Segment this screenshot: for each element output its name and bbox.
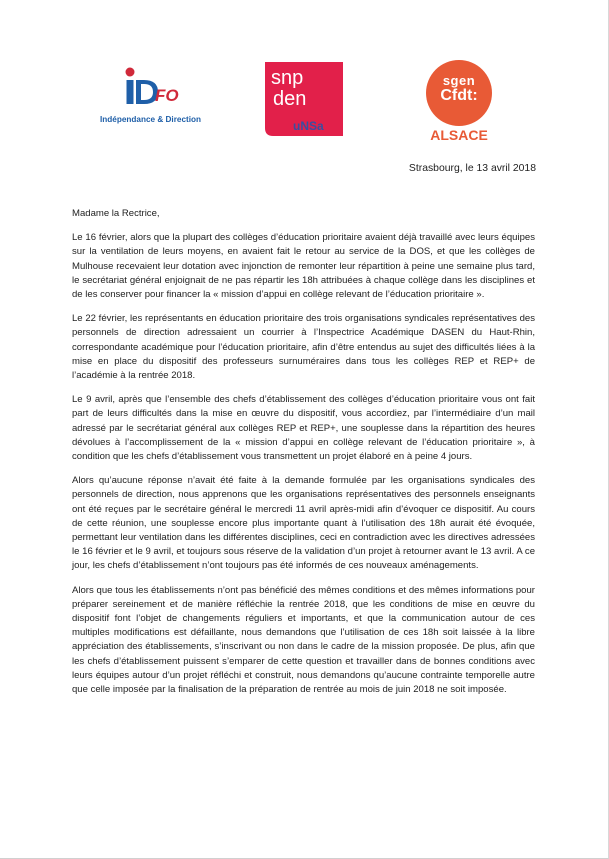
salutation: Madame la Rectrice, (72, 208, 160, 219)
cfdt-logo (420, 60, 504, 144)
paragraph-3: Le 9 avril, après que l’ensemble des chefs d’établissement des collèges d’éducation prioritaire vous ont fait part de leurs difficultés dans la mise en œuvre du dispositif, vous accordiez, par l’intermédiaire d’un mail adressé par le secrétariat général aux collèges REP et REP+, une souplesse dans la répartition des heures dévolues à l’accomplissement de la « mission d’appui en collège relevant de l’éducation prioritaire », à condition que les chefs d’établissement vous transmettent un projet élaboré en à peine 4 jours. (72, 394, 535, 463)
logo-header (0, 0, 609, 150)
paragraph-4: Alors qu’aucune réponse n’avait été faite à la demande formulée par les organisations syndicales des personnels de direction, nous apprenons que les organisations représentatives des personnels enseignants ont été reçues par le secrétaire général le mercredi 11 avril après-midi afin d’évoquer ce dispositif. Au cours de cette réunion, une souplesse encore plus importante quant à l’utilisation des 18h aurait été évoquée, permettant leur ventilation dans les différentes disciplines, ceci en contradiction avec les directives adressées le 16 février et le 9 avril, et toujours sous réserve de la validation d’un projet à retourner avant le 13 avril. A ce jour, les chefs d’établissement n’ont toujours pas été informés de ces nouveaux aménagements. (72, 475, 535, 572)
snp-line-2: den (273, 88, 307, 110)
snpden-logo (263, 60, 345, 138)
cfdt-region: ALSACE (430, 127, 488, 143)
letter-body (72, 207, 535, 707)
letter-date: Strasbourg, le 13 avril 2018 (408, 163, 536, 174)
cfdt-line-1: sgen (442, 73, 476, 88)
paragraph-2: Le 22 février, les représentants en éducation prioritaire des trois organisations syndicales représentatives des personnels de direction adressaient un courrier à l’Inspectrice Académique DASEN du Haut-Rhin, correspondante académique pour l’éducation prioritaire, afin d’être entendus au sujet des difficultés liées à la mise en place du dispositif des professeurs surnuméraires dans tous les collèges REP et REP+ de l’académie à la rentrée 2018. (72, 313, 535, 382)
snp-line-1: snp (271, 67, 304, 89)
snp-suffix: uNSa (293, 119, 324, 133)
fo-logo-mark (122, 66, 184, 112)
paragraph-1: Le 16 février, alors que la plupart des collèges d’éducation prioritaire avaient déjà travaillé avec leurs équipes sur la ventilation de leurs moyens, en avaient fait le retour au service de la DOS, et que les collèges de Mulhouse recevaient leur dotation avec injonction de remonter leur répartition à peine une semaine plus tard, le secrétariat général enjoignait de ne pas répartir les 18h attribuées à chaque collège dans les disciplines et de les conserver pour financer la « mission d’appui en collège relevant de l’éducation prioritaire ». (72, 232, 535, 301)
fo-logo (100, 66, 200, 128)
cfdt-line-2: Cfdt: (440, 87, 478, 104)
fo-caption: Indépendance & Direction (100, 115, 201, 124)
fo-letters: FO (155, 86, 179, 105)
paragraph-5: Alors que tous les établissements n’ont pas bénéficié des mêmes conditions et des mêmes informations pour préparer sereinement et de manière réfléchie la rentrée 2018, que les conditions de mise en œuvre du dispositif font l’objet de changements réguliers et importants, et que la communication autour de ces multiples modifications est défaillante, nous demandons que l’utilisation de ces 18h soit laissée à la libre appréciation des établissements, s’inscrivant ou non dans le cadre de la mission proposée. De plus, afin que les chefs d’établissement puissent s’emparer de cette question et travailler dans de bonnes conditions avec leurs équipes autour d’un projet réfléchi et construit, nous demandons qu’aucune contrainte temporelle autre que celle imposée par la finalisation de la préparation de rentrée au mois de juin 2018 ne soit imposée. (72, 584, 535, 696)
